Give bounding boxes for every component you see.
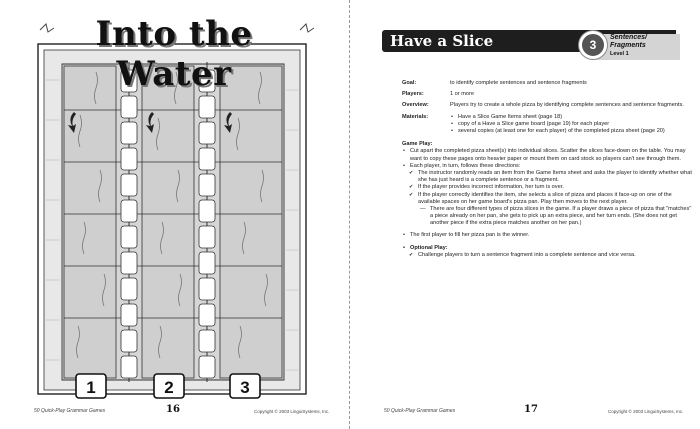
list-item: ✔ If the player provides incorrect information, her turn is over. [402, 184, 692, 191]
players-label: Players: [402, 91, 424, 98]
page-number: 16 [166, 404, 180, 415]
page-title: Have a Slice [390, 32, 494, 50]
footer-book-title: 50 Quick-Play Grammar Games [384, 408, 456, 414]
players-text: 1 or more [450, 91, 474, 98]
right-page [350, 0, 700, 429]
slot-number: 1 [86, 378, 96, 397]
footer-book-title: 50 Quick-Play Grammar Games [34, 408, 106, 414]
page-number: 17 [524, 404, 538, 415]
slot-number: 2 [164, 378, 174, 397]
instructions [402, 80, 692, 259]
level-topic: Sentences/ Fragments [610, 34, 647, 49]
materials-list [450, 114, 692, 136]
goal-text: to identify complete sentences and sentence fragments [450, 80, 587, 86]
overview-row [402, 102, 692, 109]
list-item: • The first player to fill her pizza pan is the winner. [402, 232, 692, 239]
lane-2 [142, 66, 194, 378]
level-label [610, 34, 680, 58]
game-title: Into the Water [95, 14, 253, 94]
goal-label: Goal: [402, 80, 417, 86]
list-item: ✔ Challenge players to turn a sentence fragment into a complete sentence and vice versa. [402, 252, 692, 259]
left-page [0, 0, 349, 429]
list-item: ✔ The instructor randomly reads an item from the Game Items sheet and asks the player to identify whether what she has just heard is a complete sentence or a fragment. [402, 170, 692, 184]
list-item: • several copies (at least one for each player) of the completed pizza sheet (page 20) [450, 128, 692, 135]
lanes [64, 66, 282, 378]
level-sub-label: Level 1 [610, 51, 629, 57]
slot-number: 3 [240, 378, 250, 397]
lane-rope-1 [121, 62, 137, 382]
players-row [402, 91, 692, 98]
starting-blocks [76, 374, 260, 398]
materials-row [402, 114, 692, 136]
list-item: • Cut apart the completed pizza sheet(s) into individual slices. Scatter the slices face-down on the table. You may want to copy these pages onto heavier paper or mount them on card stock so players can't see through them. [402, 148, 692, 162]
lane-rope-2 [199, 62, 215, 382]
list-item: — There are four different types of pizza slices in the game. If a player draws a piece of pizza that "matches" a piece already on her pan, she gets to pick up an extra piece, and her turn ends. (She does not get another piece if the extra piece matches another on her pan.) [402, 206, 692, 228]
game-play-heading: Game Play: [402, 141, 433, 148]
list-item: ✔ If the player correctly identifies the item, she selects a slice of pizza and places it face-up on one of the available spaces on her game board's pizza pan. Play then moves to the next player. [402, 192, 692, 206]
lane-1 [64, 66, 116, 378]
level-number-badge: 3 [579, 31, 607, 59]
goal-row [402, 80, 692, 87]
footer-copyright: Copyright © 2003 LinguiSystems, Inc. [254, 409, 330, 414]
overview-text: Players try to create a whole pizza by identifying complete sentences and sentence fragments. [450, 102, 684, 109]
footer-copyright: Copyright © 2003 LinguiSystems, Inc. [608, 409, 684, 414]
list-item: • copy of a Have a Slice game board (page 19) for each player [450, 121, 692, 128]
optional-play-heading: • Optional Play: [402, 245, 692, 252]
list-item: • Each player, in turn, follows these directions: [402, 163, 692, 170]
materials-label: Materials: [402, 113, 429, 120]
overview-label: Overview: [402, 102, 429, 109]
list-item: • Have a Slice Game Items sheet (page 18) [450, 114, 692, 121]
